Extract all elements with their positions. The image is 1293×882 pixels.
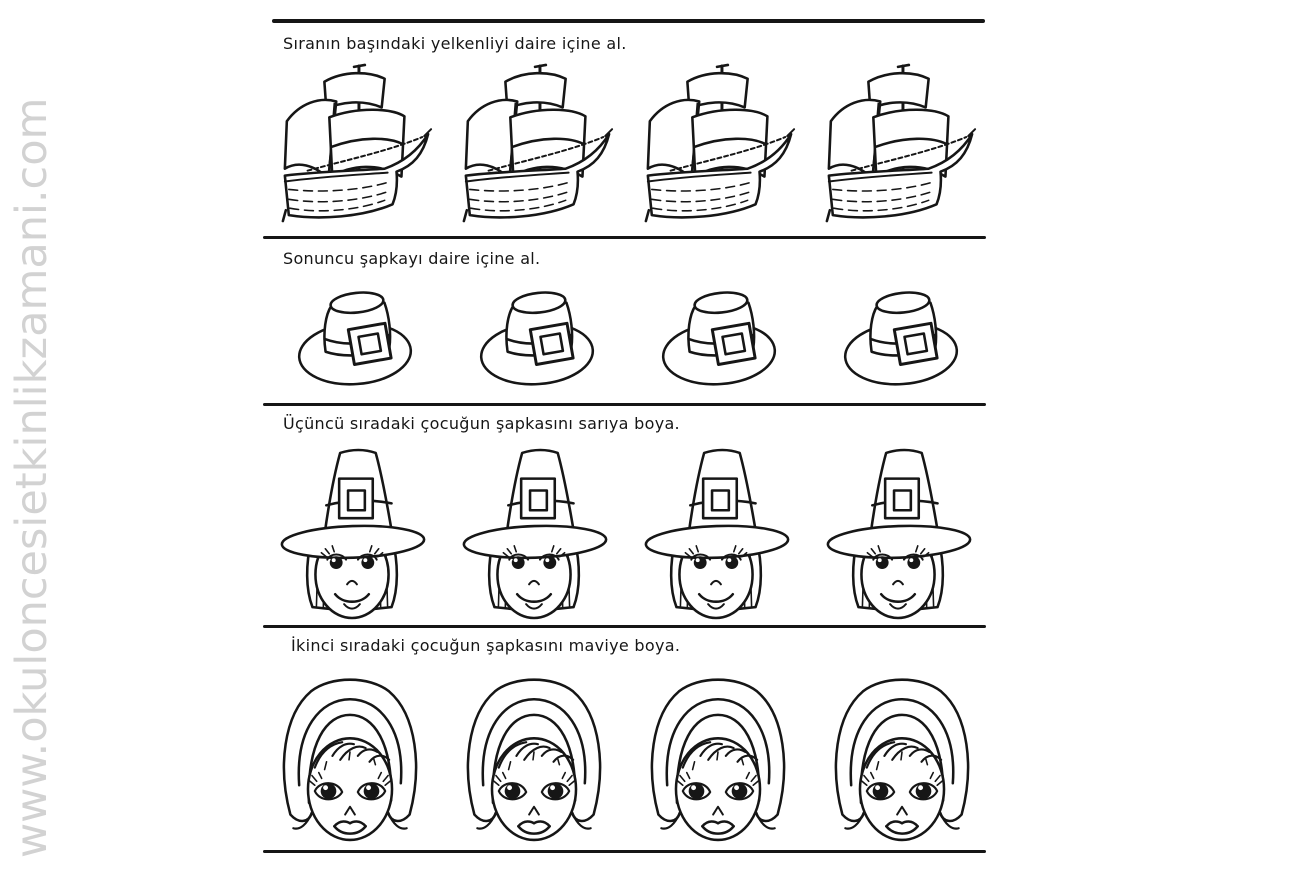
instruction-row3: Üçüncü sıradaki çocuğun şapkasını sarıya boya. xyxy=(283,414,680,433)
bonnet-girl-figure-3 xyxy=(632,658,804,846)
bonnet-girl-figure-4 xyxy=(816,658,988,846)
separator-line xyxy=(263,236,986,239)
bonnet-girl-figure-2 xyxy=(448,658,620,846)
sailboat-figure-1 xyxy=(272,60,440,226)
row-sailboats xyxy=(272,60,984,232)
instruction-row4: İkinci sıradaki çocuğun şapkasını maviye boya. xyxy=(291,636,681,655)
pilgrim-girl-figure-4 xyxy=(814,443,982,621)
bonnet-girl-figure-1 xyxy=(264,658,436,846)
separator-line xyxy=(263,403,986,406)
instruction-row1: Sıranın başındaki yelkenliyi daire içine al. xyxy=(283,34,627,53)
separator-line xyxy=(263,625,986,628)
pilgrim-hat-figure-3 xyxy=(658,287,780,389)
separator-line-bottom xyxy=(263,850,986,853)
sailboat-figure-3 xyxy=(635,60,803,226)
pilgrim-girl-figure-3 xyxy=(632,443,800,621)
sailboat-figure-2 xyxy=(453,60,621,226)
pilgrim-hat-figure-1 xyxy=(294,287,416,389)
pilgrim-hat-figure-4 xyxy=(840,287,962,389)
pilgrim-hat-figure-2 xyxy=(476,287,598,389)
separator-line-top xyxy=(272,19,985,23)
row-pilgrim-hats xyxy=(294,287,962,395)
pilgrim-girl-figure-1 xyxy=(268,443,436,621)
row-pilgrim-hat-girls xyxy=(268,443,982,623)
sailboat-figure-4 xyxy=(816,60,984,226)
website-watermark: www.okuloncesietkinlikzamani.com xyxy=(7,97,57,858)
row-bonnet-girls xyxy=(264,658,988,848)
pilgrim-girl-figure-2 xyxy=(450,443,618,621)
instruction-row2: Sonuncu şapkayı daire içine al. xyxy=(283,249,541,268)
